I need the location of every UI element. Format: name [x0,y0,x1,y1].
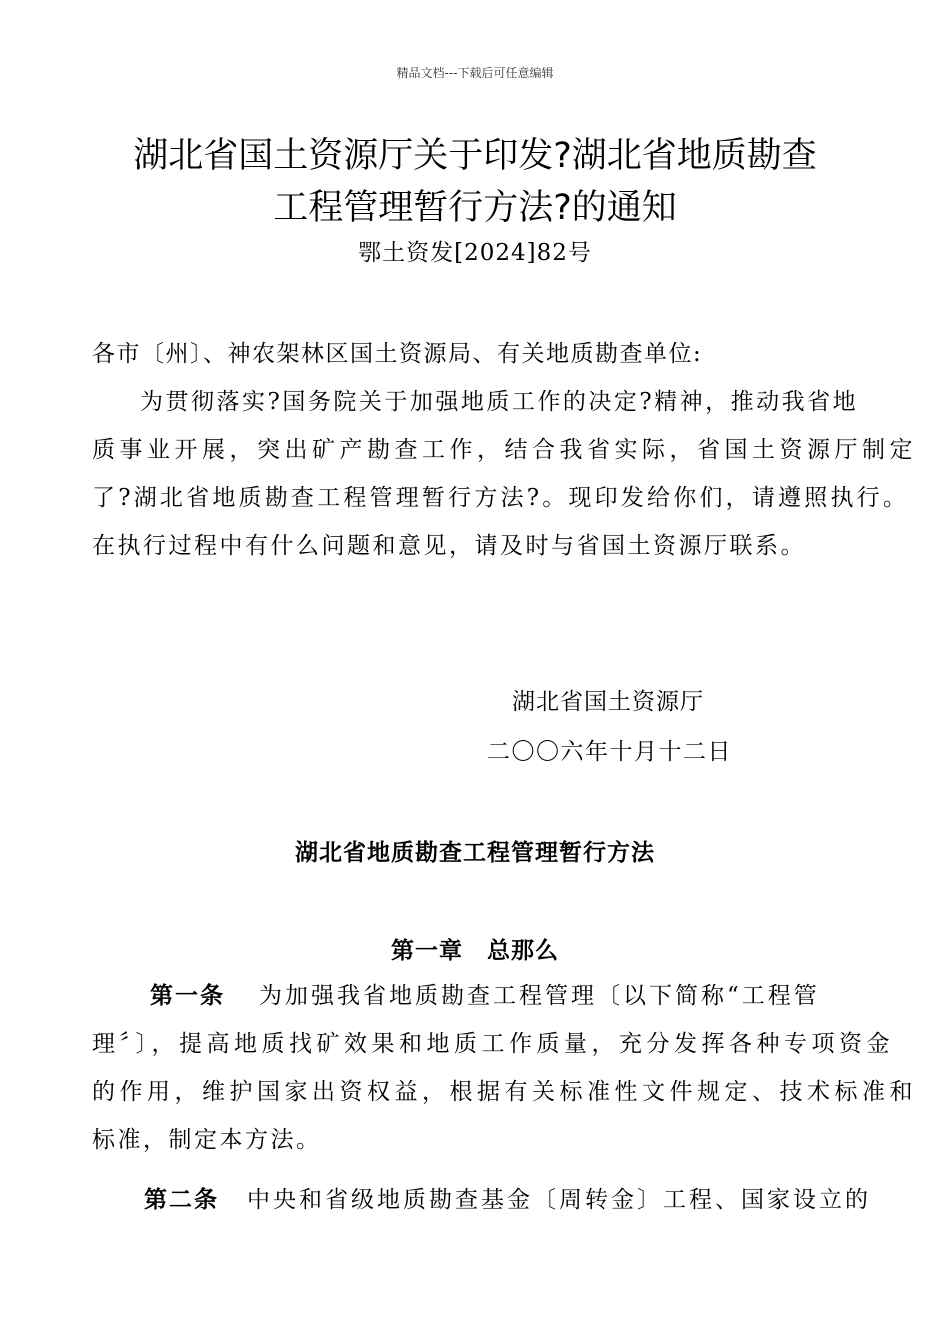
article-1-line: 的作用，维护国家出资权益，根据有关标准性文件规定、技术标准和 [92,1079,917,1105]
signature-organization: 湖北省国土资源厅 [512,689,704,715]
document-title-line-2: 工程管理暂行方法?的通知 [273,188,677,228]
article-1 [92,972,917,1164]
addressee: 各市〔州〕、神农架林区国土资源局、有关地质勘查单位: [92,341,703,367]
article-1-line: 标准，制定本方法。 [92,1127,322,1153]
intro-line: 在执行过程中有什么问题和意见，请及时与省国土资源厅联系。 [92,533,806,559]
intro-line: 质事业开展，突出矿产勘查工作，结合我省实际，省国土资源厅制定 [92,437,917,463]
article-1-line: 理〞〕，提高地质找矿效果和地质工作质量，充分发挥各种专项资金 [92,1031,894,1057]
document-number: 鄂土资发[2024]82号 [358,240,592,266]
article-2-label: 第二条 [144,1187,219,1213]
intro-paragraph [92,378,917,570]
document-title-line-1: 湖北省国土资源厅关于印发?湖北省地质勘查 [133,136,817,176]
intro-line: 为贯彻落实?国务院关于加强地质工作的决定?精神，推动我省地 [140,389,859,415]
header-note: 精品文档---下载后可任意编辑 [396,66,554,80]
intro-line: 了?湖北省地质勘查工程管理暂行方法?。现印发给你们，请遵照执行。 [92,485,910,511]
article-1-text: 为加强我省地质勘查工程管理〔以下简称“工程管 [259,983,820,1009]
chapter-title: 第一章 总那么 [391,938,559,964]
article-2-text: 中央和省级地质勘查基金〔周转金〕工程、国家设立的 [247,1187,871,1213]
signature-date: 二〇〇六年十月十二日 [487,739,732,765]
measures-title: 湖北省地质勘查工程管理暂行方法 [295,840,655,866]
article-1-label: 第一条 [150,983,225,1009]
article-2 [92,1176,882,1224]
